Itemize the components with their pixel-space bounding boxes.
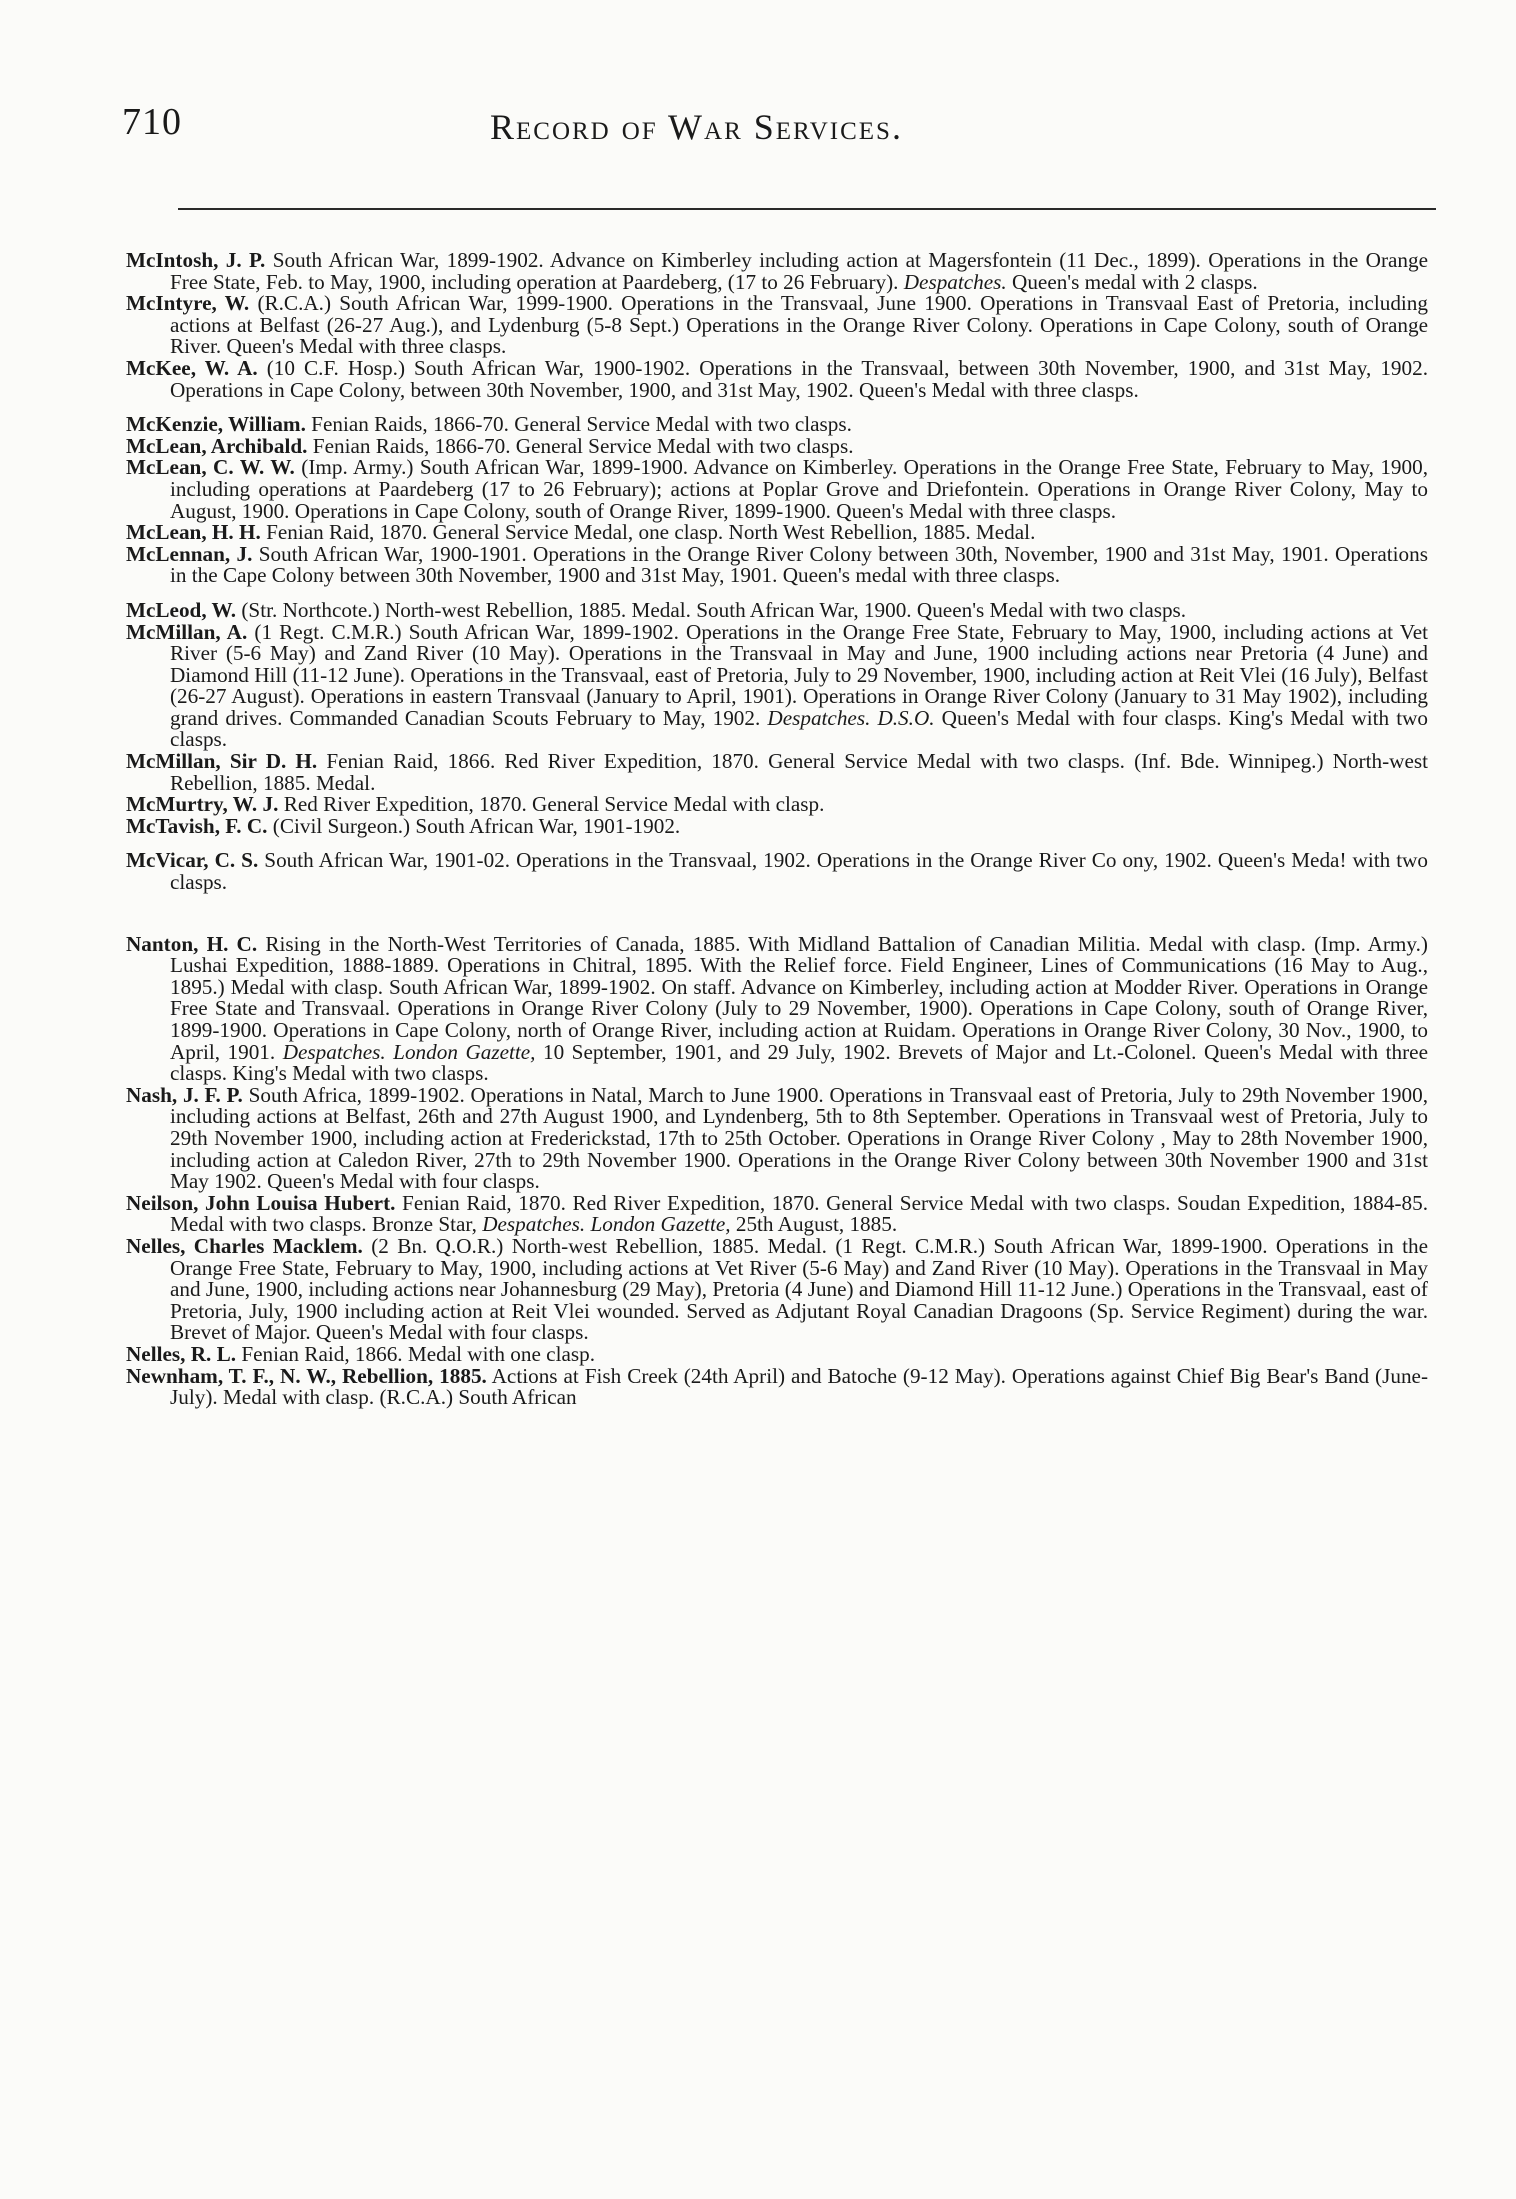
entry-text: (1 Regt. C.M.R.) South African War, 1899-1902. Operations in the Orange Free State, February to May, 1900, including actions at Vet River (5-6 May) and Zand River (10 May). Operations in the Transvaal in May and June, 1900 including actions near Pretoria (4 June) and Diamond Hill (11-12 June). Operations in the Transvaal, east of Pretoria, July to 29 November, 1900, including action at Reit Vlei (16 July), Belfast (26-27 August). Operations in eastern Transvaal (January to April, 1901). Operations in Orange River Colony (January to 31 May 1902), including grand drives. Commanded Canadian Scouts February to May, 1902. <box>170 619 1429 730</box>
entry-name: McLennan, J. <box>126 541 253 566</box>
header-rule <box>178 208 1436 210</box>
entry-text: (Str. Northcote.) North-west Rebellion, 1885. Medal. South African War, 1900. Queen's Medal with two clasps. <box>236 597 1187 622</box>
entry <box>126 293 1428 358</box>
entry-text: Red River Expedition, 1870. General Service Medal with clasp. <box>278 792 825 817</box>
entry-name: McKee, W. A. <box>126 355 258 380</box>
entry <box>126 850 1428 893</box>
entry <box>126 619 1429 752</box>
entry-name: Nelles, Charles Macklem. <box>126 1233 363 1258</box>
entry-name: McTavish, F. C. <box>126 813 268 838</box>
entry-tail: Queen's medal with 2 clasps. <box>1006 269 1258 294</box>
entry-name: McLean, C. W. W. <box>126 455 295 480</box>
entry-text: Fenian Raids, 1866-70. General Service Medal with two clasps. <box>307 433 854 458</box>
entry-name: McLean, H. H. <box>126 520 261 545</box>
entry <box>126 794 1428 816</box>
entry <box>126 355 1428 402</box>
entry-tail: 25th August, 1885. <box>730 1212 898 1237</box>
entry <box>126 522 1428 544</box>
entry <box>126 751 1428 794</box>
entry-name: McMurtry, W. J. <box>126 792 279 817</box>
entry-text: Fenian Raid, 1866. Red River Expedition, 1870. General Service Medal with two clasps. (Inf. Bde. Winnipeg.) North-west Rebellion, 1885. Medal. <box>170 749 1428 795</box>
entry-text: South Africa, 1899-1902. Operations in Natal, March to June 1900. Operations in Transvaal east of Pretoria, July to 29th November 1900, including actions at Belfast, 26th and 27th August 1900, and Lyndenberg, 5th to 8th September. Operations in Transvaal west of Pretoria, July to 29th November 1900, including action at Frederickstad, 17th to 25th October. Operations in Orange River Colony , May to 28th November 1900, including action at Caledon River, 27th to 29th November 1900. Operations in the Orange River Colony between 30th November 1900 and 31st May 1902. Queen's Medal with four clasps. <box>170 1082 1428 1194</box>
entry <box>126 433 1428 458</box>
entry <box>126 1341 1428 1366</box>
entry-name: McIntosh, J. P. <box>126 248 266 272</box>
entry <box>126 1363 1428 1410</box>
entry <box>126 1233 1428 1345</box>
running-title: Record of War Services. <box>490 107 903 147</box>
entry-name: McKenzie, William. <box>126 412 306 437</box>
entry <box>126 597 1428 622</box>
entry-name: McMillan, A. <box>126 619 248 644</box>
entry-name: Nash, J. F. P. <box>126 1082 243 1107</box>
entry-text: Actions at Fish Creek (24th April) and Batoche (9-12 May). Operations against Chief Big Bear's Band (June-July). Medal with clasp. (R.C.A.) South African <box>170 1363 1428 1410</box>
entry <box>126 541 1428 588</box>
entry-name: McIntyre, W. <box>126 291 250 316</box>
entry-text: (10 C.F. Hosp.) South African War, 1900-1902. Operations in the Transvaal, between 30th November, 1900, and 31st May, 1902. Operations in Cape Colony, between 30th November, 1900, and 31st May, 1902. Queen's Medal with three clasps. <box>170 355 1428 402</box>
page-number: 710 <box>122 101 182 143</box>
entry-text: (Civil Surgeon.) South African War, 1901-1902. <box>267 813 681 838</box>
entry <box>126 414 1428 436</box>
entry-name: McVicar, C. S. <box>126 848 259 873</box>
entries-list <box>126 250 1428 1409</box>
entry <box>126 457 1428 522</box>
entry-text: Fenian Raid, 1870. Red River Expedition, 1870. General Service Medal with two clasps. Soudan Expedition, 1884-85. Medal with two clasps. Bronze Star, <box>170 1190 1428 1237</box>
entry-text: Fenian Raids, 1866-70. General Service Medal with two clasps. <box>305 412 852 437</box>
entry-name: McMillan, Sir D. H. <box>126 749 318 774</box>
entry-text: South African War, 1900-1901. Operations in the Orange River Colony between 30th, November, 1900 and 31st May, 1901. Operations in the Cape Colony between 30th November, 1900 and 31st May, 1901. Queen's medal with three clasps. <box>170 541 1428 588</box>
entry-tail: 10 September, 1901, and 29 July, 1902. Brevets of Major and Lt.-Colonel. Queen's Medal with three clasps. King's Medal with two clasps. <box>170 1039 1428 1086</box>
entry <box>126 1190 1428 1237</box>
entry-text: Fenian Raid, 1870. General Service Medal, one clasp. North West Rebellion, 1885. Medal. <box>260 520 1036 545</box>
entry-name: Newnham, T. F., N. W., Rebellion, 1885. <box>126 1363 487 1388</box>
entry-text: (R.C.A.) South African War, 1999-1900. Operations in the Transvaal, June 1900. Operations in Transvaal East of Pretoria, including actions at Belfast (26-27 Aug.), and Lydenburg (5-8 Sept.) Operations in the Orange River Colony. Operations in Cape Colony, south of Orange River. Queen's Medal with three clasps. <box>170 291 1428 359</box>
entry <box>126 1082 1428 1194</box>
entry <box>126 250 1428 293</box>
entry-text: (2 Bn. Q.O.R.) North-west Rebellion, 1885. Medal. (1 Regt. C.M.R.) South African War, 1899-1900. Operations in the Orange Free State, February to May, 1900, including actions at Vet River (5-6 May) and Zand River (10 May). Operations in the Transvaal in May and June, 1900, including actions near Johannesburg (29 May), Pretoria (4 June) and Diamond Hill 11-12 June.) Operations in the Transvaal, east of Pretoria, July, 1900 including action at Reit Vlei wounded. Served as Adjutant Royal Canadian Dragoons (Sp. Service Regiment) during the war. Brevet of Major. Queen's Medal with four clasps. <box>170 1233 1428 1345</box>
entry <box>126 931 1428 1086</box>
entry-despatches: Despatches. <box>898 269 1007 294</box>
entry-name: Neilson, John Louisa Hubert. <box>126 1190 396 1215</box>
entry-name: McLeod, W. <box>126 597 237 622</box>
entry-tail: Queen's Medal with four clasps. King's Medal with two clasps. <box>170 705 1428 752</box>
entry-despatches: Despatches. London Gazette, <box>275 1039 536 1064</box>
entry-despatches: Despatches. London Gazette, <box>476 1212 731 1237</box>
entry-text: Fenian Raid, 1866. Medal with one clasp. <box>236 1341 595 1366</box>
entry-text: South African War, 1899-1902. Advance on Kimberley including action at Magersfontein (11 Dec., 1899). Operations in the Orange Free State, Feb. to May, 1900, including operation at Paardeberg, (17 to 26 February). <box>170 248 1428 294</box>
entry-despatches: Despatches. D.S.O. <box>760 705 935 730</box>
entry-name: Nelles, R. L. <box>126 1341 237 1366</box>
entry-text: South African War, 1901-02. Operations in the Transvaal, 1902. Operations in the Orange River Co ony, 1902. Queen's Meda! with two clasps. <box>170 848 1429 895</box>
entry-name: McLean, Archibald. <box>126 433 308 458</box>
entry <box>126 813 1428 838</box>
entry-name: Nanton, H. C. <box>126 931 258 956</box>
entry-text: (Imp. Army.) South African War, 1899-1900. Advance on Kimberley. Operations in the Orange Free State, February to May, 1900, including operations at Paardeberg (17 to 26 February); actions at Poplar Grove and Driefontein. Operations in Orange River Colony, May to August, 1900. Operations in Cape Colony, south of Orange River, 1899-1900. Queen's Medal with three clasps. <box>170 455 1428 523</box>
entry-text: Rising in the North-West Territories of Canada, 1885. With Midland Battalion of Canadian Militia. Medal with clasp. (Imp. Army.) Lushai Expedition, 1888-1889. Operations in Chitral, 1895. With the Relief force. Field Engineer, Lines of Communications (16 May to Aug., 1895.) Medal with clasp. South African War, 1899-1902. On staff. Advance on Kimberley, including action at Modder River. Operations in Orange Free State and Transvaal. Operations in Orange River Colony (July to 29 November, 1900). Operations in Cape Colony, south of Orange River, 1899-1900. Operations in Cape Colony, north of Orange River, including action at Ruidam. Operations in Orange River Colony, 30 Nov., 1900, to April, 1901. <box>170 931 1428 1064</box>
